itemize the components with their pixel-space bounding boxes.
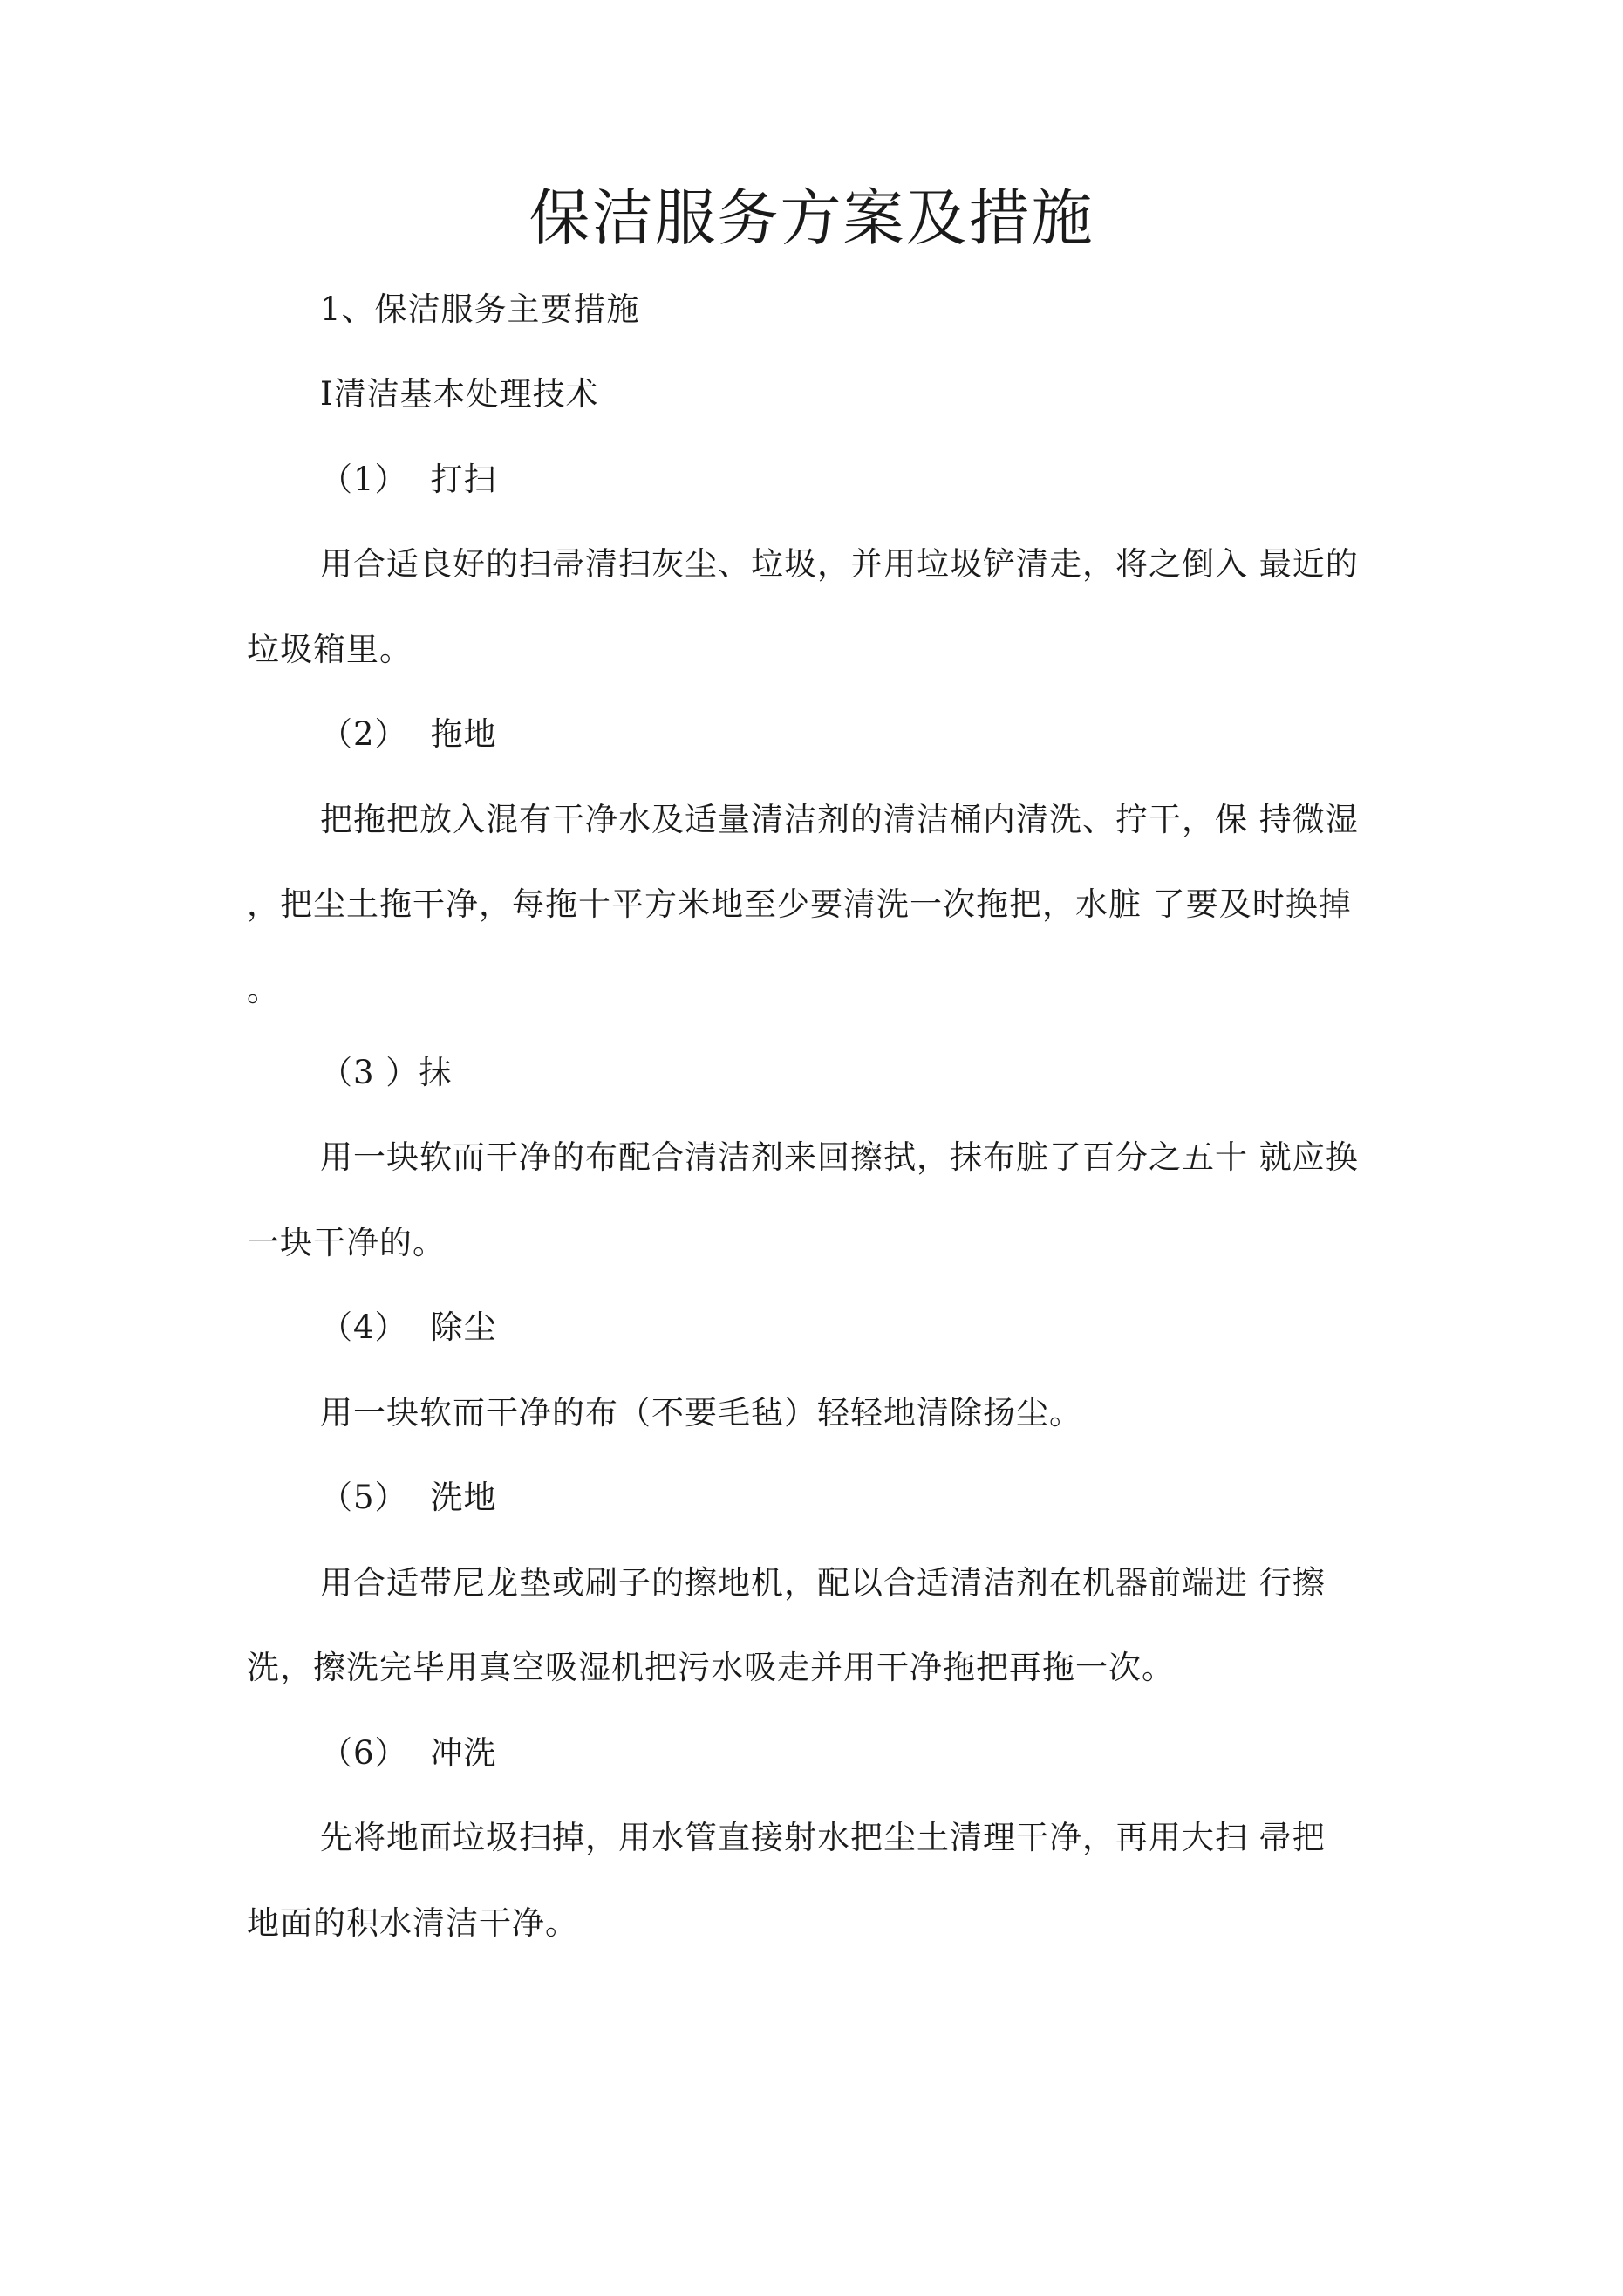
item-name: 除尘 [430,1309,497,1346]
item-heading-5 [320,1472,497,1524]
paragraph-line: ，把尘土拖干净，每拖十平方米地至少要清洗一次拖把，水脏 了要及时换掉 [247,885,1352,923]
item-name: 拖地 [430,715,497,753]
item-heading-4 [320,1302,497,1354]
paragraph-line: 用合适带尼龙垫或刷子的擦地机，配以合适清洁剂在机器前端进 行擦 [320,1564,1326,1602]
document-title: 保洁服务方案及措施 [528,182,1095,254]
item-heading-3 [320,1047,452,1099]
paragraph-line: 。 [247,971,280,1008]
paragraph-line: 洗，擦洗完毕用真空吸湿机把污水吸走并用干净拖把再拖一次。 [247,1649,1175,1686]
item-number: （2） [320,715,408,753]
paragraph-line: 垃圾箱里。 [247,631,413,668]
item-number: （6） [320,1734,408,1772]
section-heading: 1、保洁服务主要措施 [320,290,640,328]
paragraph-line: 先将地面垃圾扫掉，用水管直接射水把尘土清理干净，再用大扫 帚把 [320,1819,1326,1856]
item-number: （3 ） [320,1054,419,1091]
item-number: （4） [320,1309,408,1346]
paragraph-line: 一块干净的。 [247,1224,446,1261]
item-name: 打扫 [430,461,497,498]
item-heading-6 [320,1727,497,1780]
paragraph-line: 把拖把放入混有干净水及适量清洁剂的清洁桶内清洗、拧干，保 持微湿 [320,801,1359,838]
item-heading-1 [320,454,497,506]
paragraph-line: 地面的积水清洁干净。 [247,1904,578,1942]
item-name: 冲洗 [430,1734,497,1772]
item-name: 抹 [419,1054,453,1091]
subsection-heading: Ⅰ清洁基本处理技术 [320,375,599,413]
item-number: （5） [320,1479,408,1516]
paragraph-line: 用一块软而干净的布配合清洁剂来回擦拭，抹布脏了百分之五十 就应换 [320,1138,1359,1176]
paragraph-line: 用合适良好的扫帚清扫灰尘、垃圾，并用垃圾铲清走，将之倒入 最近的 [320,545,1359,583]
paragraph-line: 用一块软而干净的布（不要毛毡）轻轻地清除扬尘。 [320,1394,1082,1432]
item-name: 洗地 [430,1479,497,1516]
item-number: （1） [320,461,408,498]
item-heading-2 [320,708,497,761]
